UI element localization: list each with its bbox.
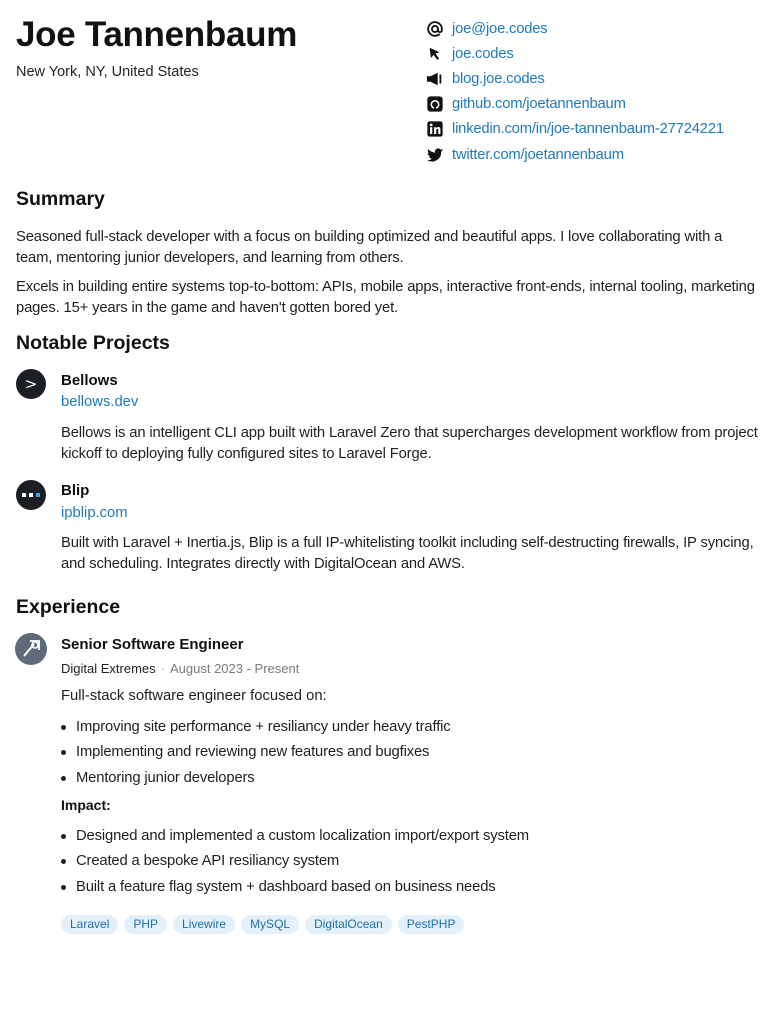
experience-heading: Experience	[16, 596, 121, 618]
summary-paragraph: Excels in building entire systems top-to-bottom: APIs, mobile apps, interactive front-ends, internal tooling, marketing pages. 15+ years in the game and haven't gotten bored yet.	[16, 279, 755, 316]
linkedin-link[interactable]: linkedin.com/in/joe-tannenbaum-27724221	[452, 121, 724, 138]
bellows-logo-icon: >	[16, 369, 46, 399]
job-intro: Full-stack software engineer focused on:	[61, 688, 327, 704]
skill-tag: MySQL	[241, 915, 299, 934]
project-link[interactable]: bellows.dev	[61, 394, 139, 410]
job-dates: August 2023 - Present	[169, 661, 300, 676]
skill-tag: DigitalOcean	[305, 915, 392, 934]
projects-heading: Notable Projects	[16, 332, 170, 354]
linkedin-icon	[425, 120, 444, 139]
cursor-icon	[425, 44, 444, 63]
list-item: Created a bespoke API resiliancy system	[61, 851, 529, 876]
github-link[interactable]: github.com/joetannenbaum	[452, 96, 626, 113]
list-item: Mentoring junior developers	[61, 768, 451, 793]
project-link[interactable]: ipblip.com	[61, 505, 128, 521]
location: New York, NY, United States	[16, 64, 199, 80]
skill-tag: Livewire	[173, 915, 235, 934]
github-icon	[425, 95, 444, 114]
list-item: Built a feature flag system + dashboard based on business needs	[61, 877, 529, 902]
impact-list	[61, 826, 529, 902]
twitter-link[interactable]: twitter.com/joetannenbaum	[452, 146, 624, 163]
list-item: Designed and implemented a custom localization import/export system	[61, 826, 529, 851]
impact-label: Impact:	[61, 797, 111, 813]
contact-twitter	[425, 142, 724, 167]
project-name: Bellows	[61, 372, 118, 389]
meta-separator: ·	[160, 661, 165, 676]
company-name: Digital Extremes	[61, 661, 156, 676]
tag-list	[61, 915, 464, 934]
skill-tag: PHP	[124, 915, 167, 934]
project-description: Built with Laravel + Inertia.js, Blip is a full IP-whitelisting toolkit including self-destructing firewalls, IP syncing, and scheduling. Integrates directly with DigitalOcean and AWS.	[61, 535, 754, 572]
twitter-icon	[425, 145, 444, 164]
blip-logo-icon	[16, 480, 46, 510]
megaphone-icon	[425, 69, 444, 88]
skill-tag: Laravel	[61, 915, 118, 934]
project-name: Blip	[61, 482, 90, 499]
contact-blog	[425, 66, 724, 91]
contact-email	[425, 16, 724, 41]
summary-heading: Summary	[16, 188, 105, 210]
contact-linkedin	[425, 117, 724, 142]
job-meta	[61, 661, 299, 676]
skill-tag: PestPHP	[398, 915, 465, 934]
page-title: Joe Tannenbaum	[16, 15, 298, 54]
summary-paragraph: Seasoned full-stack developer with a focus on building optimized and beautiful apps. I love collaborating with a team, mentoring junior developers, and learning from others.	[16, 229, 723, 266]
contact-list	[425, 16, 724, 167]
job-title: Senior Software Engineer	[61, 636, 244, 653]
email-link[interactable]: joe@joe.codes	[452, 20, 548, 37]
list-item: Improving site performance + resiliancy under heavy traffic	[61, 717, 451, 742]
at-icon	[425, 19, 444, 38]
contact-website	[425, 41, 724, 66]
blog-link[interactable]: blog.joe.codes	[452, 70, 545, 87]
list-item: Implementing and reviewing new features and bugfixes	[61, 742, 451, 767]
website-link[interactable]: joe.codes	[452, 45, 514, 62]
contact-github	[425, 92, 724, 117]
company-logo-icon	[15, 633, 47, 665]
duties-list	[61, 717, 451, 793]
project-description: Bellows is an intelligent CLI app built with Laravel Zero that supercharges development workflow from project kickoff to deploying fully configured sites to Laravel Forge.	[61, 425, 758, 462]
